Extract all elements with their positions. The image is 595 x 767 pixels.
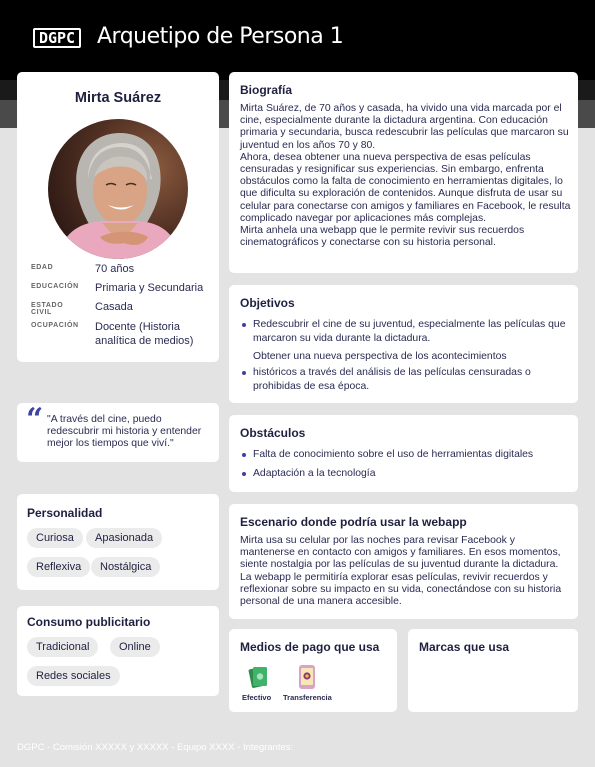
biography-card xyxy=(229,72,578,273)
objectives-title: Objetivos xyxy=(240,296,295,310)
biography-text xyxy=(240,103,572,249)
channel-chip: Online xyxy=(110,637,160,657)
biography-paragraph: Mirta anhela una webapp que le permite revivir sus recuerdos cinematográficos y conectarse con su historia personal. xyxy=(240,225,525,249)
objective-text: Redescubrir el cine de su juventud, especialmente las películas que marcaron su vida durante la dictadura. xyxy=(253,319,566,344)
channel-chip: Redes sociales xyxy=(27,666,120,686)
scenario-card xyxy=(229,504,578,619)
obstacle-text: Adaptación a la tecnología xyxy=(253,468,376,479)
payment-label-cash: Efectivo xyxy=(242,693,272,702)
transfer-icon xyxy=(296,664,318,690)
obstacles-list xyxy=(240,448,570,481)
payment-label-transfer: Transferencia xyxy=(283,693,332,702)
footer-text: DGPC - Comisión XXXXX y XXXXX - Equipo XXXX - Integrantes: xyxy=(17,742,294,753)
biography-paragraph: Ahora, desea obtener una nueva perspectiva de esas películas censuradas y resignificar sus experiencias. Sin embargo, enfrenta obstáculos como la falta de conocimiento en herramientas digitales, lo que dificulta su exploración de contenidos. Aunque disfruta de usar su celular para conectarse con amigos y familiares en Facebook, le resulta complicado navegar por aplicaciones más complejas. xyxy=(240,151,571,224)
advertising-title: Consumo publicitario xyxy=(27,615,151,629)
brands-card xyxy=(408,629,578,712)
trait-chip: Nostálgica xyxy=(91,557,160,577)
cash-icon xyxy=(248,665,270,689)
objectives-list xyxy=(240,318,570,394)
info-value-marital-status: Casada xyxy=(95,301,133,313)
page-title: Arquetipo de Persona 1 xyxy=(97,24,344,49)
advertising-card xyxy=(17,606,219,696)
payment-title: Medios de pago que usa xyxy=(240,640,380,654)
scenario-title: Escenario donde podría usar la webapp xyxy=(240,515,467,529)
info-value-age: 70 años xyxy=(95,263,135,275)
obstacles-title: Obstáculos xyxy=(240,426,306,440)
brands-title: Marcas que usa xyxy=(419,640,510,654)
payment-card xyxy=(229,629,397,712)
persona-name: Mirta Suárez xyxy=(74,90,162,106)
info-value-occupation: Docente (Historia analítica de medios) xyxy=(95,321,194,347)
obstacle-text: Falta de conocimiento sobre el uso de herramientas digitales xyxy=(253,449,534,460)
bullet-icon xyxy=(242,472,246,476)
obstacles-card xyxy=(229,415,578,492)
scenario-text: Mirta usa su celular por las noches para revisar Facebook y mantenerse en contacto con amigos y familiares. En esos momentos, siente nostalgia por las películas de su juventud durante la dictadura. La webapp le permitiría explorar esas películas, revivir recuerdos y reflexionar sobre su impacto en su vida, conectándose con su historia personal de una manera accesible. xyxy=(240,535,562,608)
logo: DGPC xyxy=(33,28,81,48)
objective-text: históricos a través del análisis de las películas censuradas o prohibidas de esa época. xyxy=(253,367,531,392)
trait-chip: Reflexiva xyxy=(27,557,90,577)
objectives-card xyxy=(229,285,578,403)
objective-intro: Obtener una nueva perspectiva de los acontecimientos xyxy=(253,351,507,362)
personality-title: Personalidad xyxy=(27,506,103,520)
channel-chip: Tradicional xyxy=(27,637,98,657)
bullet-icon xyxy=(242,323,246,327)
biography-title: Biografía xyxy=(240,83,293,97)
list-item xyxy=(240,350,570,364)
list-item xyxy=(240,448,570,462)
list-item xyxy=(240,318,570,346)
trait-chip: Curiosa xyxy=(27,528,83,548)
quote-card xyxy=(17,403,219,462)
list-item xyxy=(240,467,570,481)
avatar xyxy=(48,119,188,259)
info-label-education: EDUCACIÓN xyxy=(31,283,79,290)
bullet-icon xyxy=(242,453,246,457)
biography-paragraph: Mirta Suárez, de 70 años y casada, ha vivido una vida marcada por el cine, especialmente durante la dictadura argentina. Con educación primaria y secundaria, busca redescubrir las películas que marcaron su juventud en los años 70 y 80. xyxy=(240,103,569,151)
trait-chip: Apasionada xyxy=(86,528,162,548)
personality-card xyxy=(17,494,219,590)
bullet-icon xyxy=(242,371,246,375)
list-item xyxy=(240,366,570,394)
info-label-marital-status: ESTADO CIVIL xyxy=(31,302,64,316)
quote-text: "A través del cine, puedo redescubrir mi historia y entender mejor los tiempos que viví." xyxy=(47,414,202,449)
info-value-education: Primaria y Secundaria xyxy=(95,282,204,294)
quote-mark-icon: “ xyxy=(26,402,44,437)
profile-card xyxy=(17,72,219,362)
info-label-age: EDAD xyxy=(31,264,54,271)
info-label-occupation: OCUPACIÓN xyxy=(31,322,79,329)
